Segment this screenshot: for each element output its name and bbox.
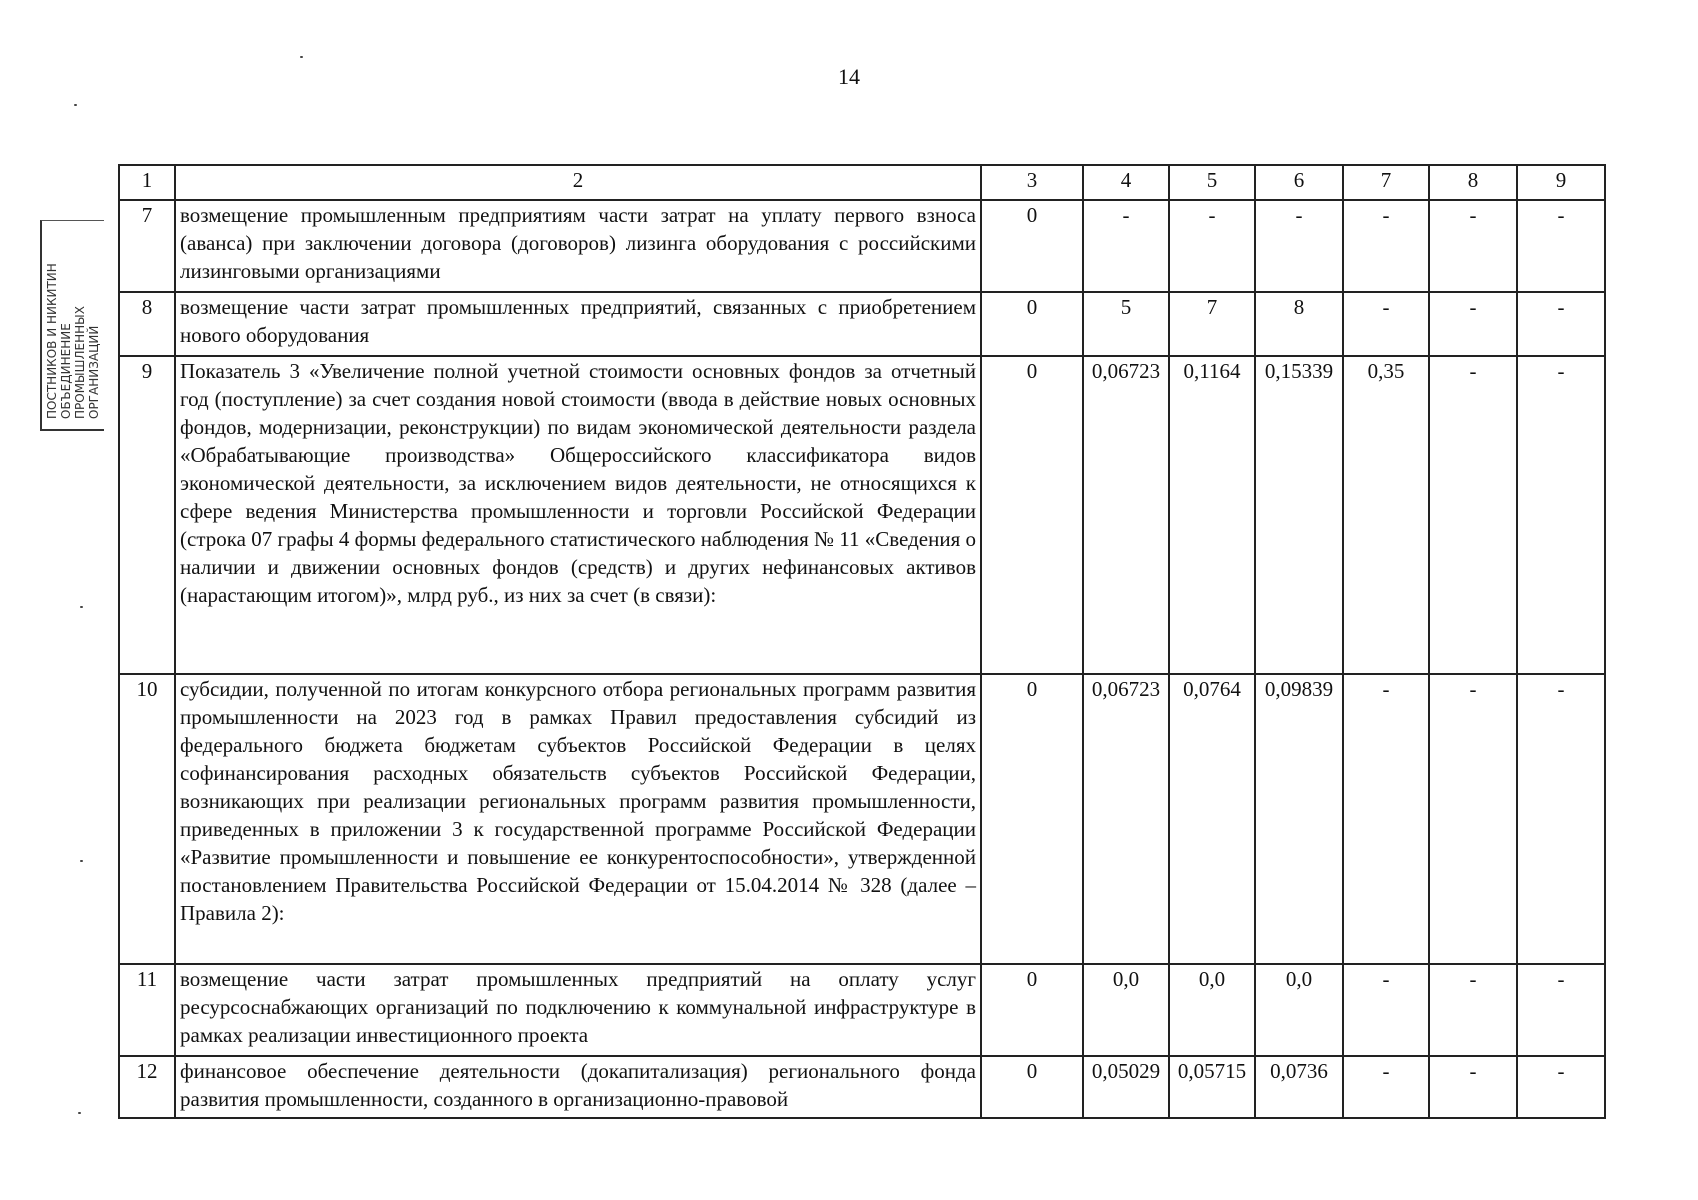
cell-value: 0,0 (1255, 964, 1343, 1056)
cell-value: - (1517, 1056, 1605, 1118)
scan-speck (80, 606, 83, 608)
column-header: 8 (1429, 165, 1517, 200)
cell-value: 0,05715 (1169, 1056, 1255, 1118)
cell-value: - (1517, 356, 1605, 674)
cell-value: 5 (1083, 292, 1169, 356)
column-header: 6 (1255, 165, 1343, 200)
cell-value: - (1429, 674, 1517, 964)
row-description: возмещение части затрат промышленных предприятий, связанных с приобретением нового оборудования (175, 292, 981, 356)
page-number: 14 (838, 64, 860, 89)
column-header: 2 (175, 165, 981, 200)
cell-value: 0,35 (1343, 356, 1429, 674)
cell-value: 0 (981, 292, 1083, 356)
cell-value: - (1517, 674, 1605, 964)
header-row (119, 165, 1605, 200)
table-row (119, 356, 1605, 674)
cell-value: 0 (981, 356, 1083, 674)
cell-value: 0,0764 (1169, 674, 1255, 964)
cell-value: - (1429, 200, 1517, 292)
cell-value: 0,0 (1083, 964, 1169, 1056)
cell-value: - (1429, 1056, 1517, 1118)
row-number: 8 (119, 292, 175, 356)
cell-value: - (1429, 292, 1517, 356)
cell-value: 0 (981, 1056, 1083, 1118)
cell-value: - (1517, 200, 1605, 292)
row-description: возмещение промышленным предприятиям части затрат на уплату первого взноса (аванса) при заключении договора (договоров) лизинга оборудования с российскими лизинговыми организациями (175, 200, 981, 292)
column-header: 4 (1083, 165, 1169, 200)
cell-value: 0,0 (1169, 964, 1255, 1056)
row-number: 12 (119, 1056, 175, 1118)
cell-value: 7 (1169, 292, 1255, 356)
row-number: 7 (119, 200, 175, 292)
cell-value: - (1429, 964, 1517, 1056)
cell-value: - (1343, 200, 1429, 292)
cell-value: 0 (981, 964, 1083, 1056)
scan-speck (74, 104, 77, 106)
table-row (119, 964, 1605, 1056)
column-header: 9 (1517, 165, 1605, 200)
table-row (119, 1056, 1605, 1118)
cell-value: 0,1164 (1169, 356, 1255, 674)
row-description: финансовое обеспечение деятельности (докапитализация) регионального фонда развития промышленности, созданного в организационно-правовой (175, 1056, 981, 1118)
column-header: 5 (1169, 165, 1255, 200)
cell-value: - (1343, 292, 1429, 356)
cell-value: 0 (981, 200, 1083, 292)
cell-value: - (1343, 1056, 1429, 1118)
row-description: субсидии, полученной по итогам конкурсного отбора региональных программ развития промышленности на 2023 год в рамках Правил предоставления субсидий из федерального бюджета бюджетам субъектов Российской Федерации в целях софинансирования расходных обязательств субъектов Российской Федерации, возникающих при реализации региональных программ развития промышленности, приведенных в приложении 3 к государственной программе Российской Федерации «Развитие промышленности и повышение ее конкурентоспособности», утвержденной постановлением Правительства Российской Федерации от 15.04.2014 № 328 (далее – Правила 2): (175, 674, 981, 964)
table-row (119, 674, 1605, 964)
column-header: 1 (119, 165, 175, 200)
stamp-line: ОБЪЕДИНЕНИЕ ПРОМЫШЛЕННЫХ (59, 306, 87, 419)
stamp-line: ОРГАНИЗАЦИЙ (87, 325, 101, 419)
cell-value: 8 (1255, 292, 1343, 356)
cell-value: - (1429, 356, 1517, 674)
scan-speck (300, 56, 303, 58)
cell-value: - (1169, 200, 1255, 292)
column-header: 7 (1343, 165, 1429, 200)
cell-value: 0,06723 (1083, 674, 1169, 964)
cell-value: - (1517, 964, 1605, 1056)
scan-speck (78, 1112, 81, 1114)
cell-value: - (1083, 200, 1169, 292)
table-row (119, 292, 1605, 356)
column-header: 3 (981, 165, 1083, 200)
table-row (119, 200, 1605, 292)
row-description: возмещение части затрат промышленных предприятий на оплату услуг ресурсоснабжающих организаций по подключению к коммунальной инфраструктуре в рамках реализации инвестиционного проекта (175, 964, 981, 1056)
row-number: 9 (119, 356, 175, 674)
cell-value: - (1343, 674, 1429, 964)
row-number: 10 (119, 674, 175, 964)
stamp-text (42, 211, 104, 429)
cell-value: 0,06723 (1083, 356, 1169, 674)
cell-value: 0,05029 (1083, 1056, 1169, 1118)
row-description: Показатель 3 «Увеличение полной учетной стоимости основных фондов за отчетный год (поступление) за счет создания новой стоимости (ввода в действие новых основных фондов, модернизации, реконструкции) по видам экономической деятельности раздела «Обрабатывающие производства» Общероссийского классификатора видов экономической деятельности, за исключением видов деятельности, не относящихся к сфере ведения Министерства промышленности и торговли Российской Федерации (строка 07 графы 4 формы федерального статистического наблюдения № 11 «Сведения о наличии и движении основных фондов (средств) и других нефинансовых активов (нарастающим итогом)», млрд руб., из них за счет (в связи): (175, 356, 981, 674)
scan-speck (80, 860, 83, 862)
cell-value: 0 (981, 674, 1083, 964)
cell-value: - (1255, 200, 1343, 292)
cell-value: 0,09839 (1255, 674, 1343, 964)
row-number: 11 (119, 964, 175, 1056)
stamp-line: ПОСТНИКОВ И НИКИТИН (45, 263, 59, 419)
cell-value: 0,15339 (1255, 356, 1343, 674)
cell-value: 0,0736 (1255, 1056, 1343, 1118)
cell-value: - (1517, 292, 1605, 356)
cell-value: - (1343, 964, 1429, 1056)
registration-stamp (40, 220, 104, 431)
indicators-table (118, 164, 1606, 1119)
